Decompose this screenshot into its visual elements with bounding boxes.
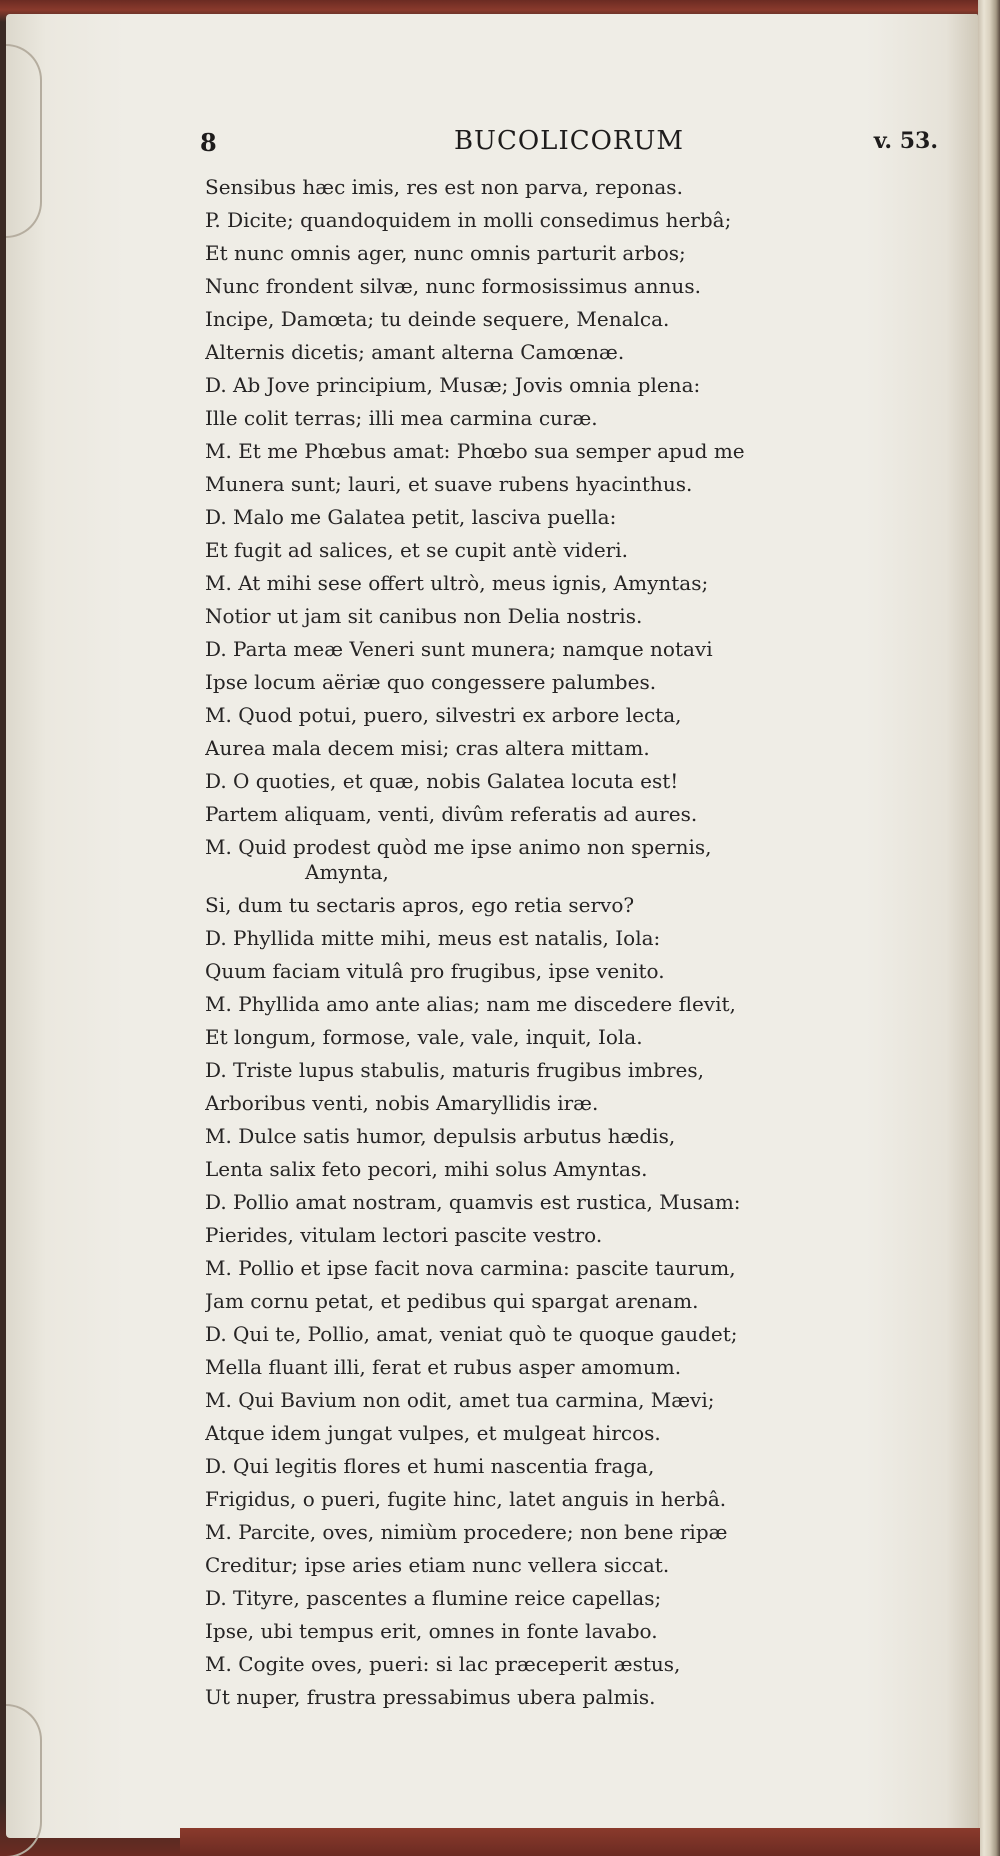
verse-line: Jam cornu petat, et pedibus qui spargat arenam. — [205, 1289, 699, 1313]
verse-line: M. Qui Bavium non odit, amet tua carmina, Mævi; — [205, 1388, 715, 1412]
verse-reference: v. 53. — [873, 128, 938, 154]
verse-line: Si, dum tu sectaris apros, ego retia servo? — [205, 893, 635, 917]
verse-line: Atque idem jungat vulpes, et mulgeat hircos. — [205, 1421, 661, 1445]
verse-line: D. Tityre, pascentes a flumine reice capellas; — [205, 1586, 662, 1610]
verse-line: Pierides, vitulam lectori pascite vestro. — [205, 1223, 603, 1247]
verse-line: Ipse, ubi tempus erit, omnes in fonte lavabo. — [205, 1619, 658, 1643]
verse-line: Notior ut jam sit canibus non Delia nostris. — [205, 604, 643, 628]
verse-line: Nunc frondent silvæ, nunc formosissimus annus. — [205, 274, 701, 298]
verse-line: D. Triste lupus stabulis, maturis frugibus imbres, — [205, 1058, 705, 1082]
verse-line: M. Pollio et ipse facit nova carmina: pascite taurum, — [205, 1256, 736, 1280]
verse-line: Alternis dicetis; amant alterna Camœnæ. — [205, 340, 625, 364]
running-title: BUCOLICORUM — [453, 126, 685, 156]
verse-line: Munera sunt; lauri, et suave rubens hyacinthus. — [205, 472, 693, 496]
running-header — [200, 122, 938, 162]
verse-line: M. Parcite, oves, nimiùm procedere; non bene ripæ — [205, 1520, 728, 1544]
verse-line: Partem aliquam, venti, divûm referatis ad aures. — [205, 802, 698, 826]
page-number: 8 — [200, 128, 217, 157]
verse-line: Et fugit ad salices, et se cupit antè videri. — [205, 538, 628, 562]
verse-line: Et longum, formose, vale, vale, inquit, Iola. — [205, 1025, 643, 1049]
verse-line: M. Cogite oves, pueri: si lac præceperit æstus, — [205, 1652, 681, 1676]
verse-line: D. Parta meæ Veneri sunt munera; namque notavi — [205, 637, 713, 661]
verse-line-continuation: Amynta, — [305, 860, 389, 884]
spine-edge-top — [6, 44, 42, 238]
poem-text — [205, 171, 965, 1714]
verse-line: Aurea mala decem misi; cras altera mittam. — [205, 736, 650, 760]
verse-line: Arboribus venti, nobis Amaryllidis iræ. — [205, 1091, 599, 1115]
verse-line: D. Qui legitis flores et humi nascentia fraga, — [205, 1454, 655, 1478]
verse-line: Sensibus hæc imis, res est non parva, reponas. — [205, 175, 683, 199]
verse-line: Et nunc omnis ager, nunc omnis parturit arbos; — [205, 241, 686, 265]
verse-line: D. Malo me Galatea petit, lasciva puella: — [205, 505, 617, 529]
verse-line: M. Quid prodest quòd me ipse animo non spernis, — [205, 835, 712, 859]
verse-line: M. Dulce satis humor, depulsis arbutus hædis, — [205, 1124, 676, 1148]
verse-line: P. Dicite; quandoquidem in molli consedimus herbâ; — [205, 208, 732, 232]
verse-line: D. Pollio amat nostram, quamvis est rustica, Musam: — [205, 1190, 741, 1214]
verse-line: M. At mihi sese offert ultrò, meus ignis, Amyntas; — [205, 571, 709, 595]
verse-line: Quum faciam vitulâ pro frugibus, ipse venito. — [205, 959, 665, 983]
verse-line: Mella fluant illi, ferat et rubus asper amomum. — [205, 1355, 682, 1379]
verse-line: D. O quoties, et quæ, nobis Galatea locuta est! — [205, 769, 679, 793]
verse-line: D. Qui te, Pollio, amat, veniat quò te quoque gaudet; — [205, 1322, 738, 1346]
binding-edge-bottom — [180, 1828, 980, 1856]
verse-line: Lenta salix feto pecori, mihi solus Amyntas. — [205, 1157, 648, 1181]
verse-line: Frigidus, o pueri, fugite hinc, latet anguis in herbâ. — [205, 1487, 727, 1511]
verse-line: Creditur; ipse aries etiam nunc vellera siccat. — [205, 1553, 670, 1577]
verse-line: Ipse locum aëriæ quo congessere palumbes. — [205, 670, 657, 694]
verse-line: M. Phyllida amo ante alias; nam me discedere flevit, — [205, 992, 736, 1016]
verse-line: Incipe, Damœta; tu deinde sequere, Menalca. — [205, 307, 670, 331]
verse-line: D. Phyllida mitte mihi, meus est natalis, Iola: — [205, 926, 661, 950]
verse-line: Ille colit terras; illi mea carmina curæ. — [205, 406, 598, 430]
spine-edge-bottom — [6, 1704, 42, 1856]
verse-line: D. Ab Jove principium, Musæ; Jovis omnia plena: — [205, 373, 701, 397]
verse-line: M. Et me Phœbus amat: Phœbo sua semper apud me — [205, 439, 745, 463]
verse-line: Ut nuper, frustra pressabimus ubera palmis. — [205, 1685, 656, 1709]
fore-edge — [978, 0, 1000, 1856]
verse-line: M. Quod potui, puero, silvestri ex arbore lecta, — [205, 703, 682, 727]
